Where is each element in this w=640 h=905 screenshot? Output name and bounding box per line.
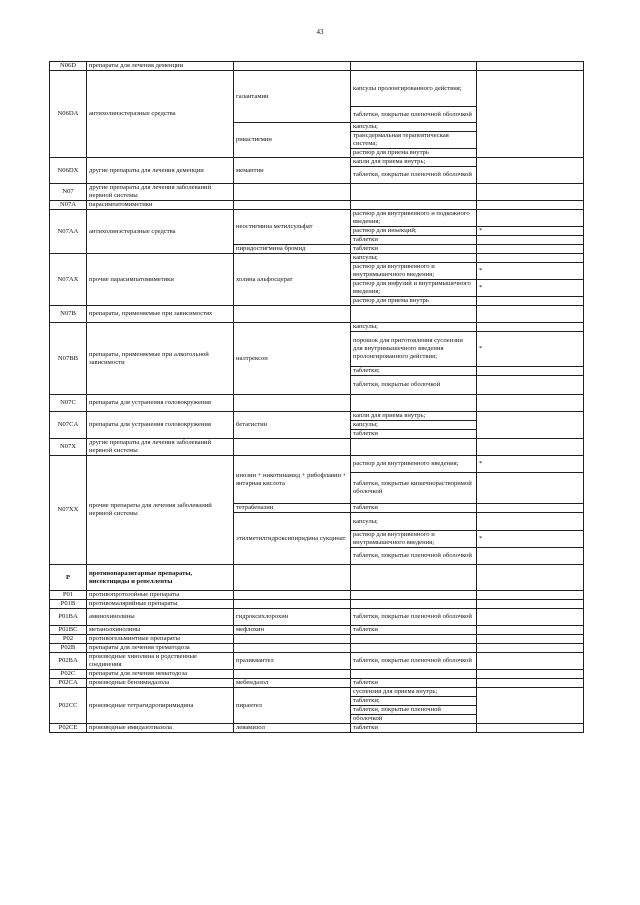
- dosage-form-cell: капсулы пролонгированного действия;: [351, 71, 477, 107]
- note-cell: [477, 548, 584, 565]
- dosage-form-cell: таблетки, покрытые пленочной оболочкой: [351, 167, 477, 184]
- drug-name-cell: [234, 600, 351, 609]
- dosage-form-cell: капсулы;: [351, 254, 477, 263]
- note-cell: [477, 236, 584, 245]
- atc-code-cell: P01: [50, 591, 87, 600]
- note-cell: *: [477, 456, 584, 473]
- drug-name-cell: мебендазол: [234, 679, 351, 688]
- drug-name-cell: [234, 644, 351, 653]
- table-row: [50, 412, 584, 421]
- group-name-cell: препараты для лечения деменции: [87, 62, 234, 71]
- note-cell: [477, 184, 584, 201]
- dosage-form-cell: [351, 395, 477, 412]
- table-row: [50, 679, 584, 688]
- drug-name-cell: холина альфосцерат: [234, 254, 351, 306]
- dosage-form-cell: таблетки, покрытые пленочной оболочкой: [351, 609, 477, 626]
- dosage-form-cell: капсулы;: [351, 123, 477, 132]
- group-name-cell: другие препараты для лечения деменции: [87, 158, 234, 184]
- note-cell: *: [477, 263, 584, 280]
- group-name-cell: прочие парасимпатомиметики: [87, 254, 234, 306]
- dosage-form-cell: таблетки: [351, 504, 477, 513]
- drug-name-cell: мемантин: [234, 158, 351, 184]
- dosage-form-cell: [351, 201, 477, 210]
- drug-name-cell: галантамин: [234, 71, 351, 123]
- atc-code-cell: N07B: [50, 306, 87, 323]
- drug-name-cell: левамизол: [234, 724, 351, 733]
- group-name-cell: препараты для устранения головокружения: [87, 395, 234, 412]
- group-name-cell: препараты, применяемые при алкогольной зависимости: [87, 323, 234, 395]
- dosage-form-cell: капсулы;: [351, 513, 477, 531]
- note-cell: [477, 201, 584, 210]
- atc-code-cell: N07: [50, 184, 87, 201]
- group-name-cell: метанолхинолины: [87, 626, 234, 635]
- drug-name-cell: налтрексон: [234, 323, 351, 395]
- dosage-form-cell: капли для приема внутрь;: [351, 158, 477, 167]
- table-row: [50, 565, 584, 591]
- dosage-form-cell: таблетки;: [351, 367, 477, 376]
- drug-name-cell: бетагистин: [234, 412, 351, 439]
- dosage-form-cell: раствор для внутривенного введения;: [351, 456, 477, 473]
- atc-code-cell: P01BC: [50, 626, 87, 635]
- atc-code-cell: P: [50, 565, 87, 591]
- dosage-form-cell: капли для приема внутрь;: [351, 412, 477, 421]
- atc-code-cell: P02CA: [50, 679, 87, 688]
- drug-name-cell: гидроксихлорохин: [234, 609, 351, 626]
- dosage-form-cell: таблетки: [351, 236, 477, 245]
- dosage-form-cell: таблетки, покрытые пленочной оболочкой: [351, 107, 477, 123]
- drug-name-cell: [234, 591, 351, 600]
- dosage-form-cell: таблетки, покрытые оболочкой: [351, 376, 477, 395]
- atc-code-cell: N07X: [50, 439, 87, 456]
- dosage-form-cell: таблетки;: [351, 697, 477, 706]
- drug-name-cell: [234, 670, 351, 679]
- group-name-cell: препараты, применяемые при зависимостях: [87, 306, 234, 323]
- note-cell: [477, 600, 584, 609]
- note-cell: [477, 297, 584, 306]
- note-cell: *: [477, 531, 584, 548]
- dosage-form-cell: оболочкой: [351, 715, 477, 724]
- dosage-form-cell: таблетки: [351, 245, 477, 254]
- group-name-cell: препараты для лечения трематодоза: [87, 644, 234, 653]
- dosage-form-cell: таблетки: [351, 626, 477, 635]
- table-row: [50, 670, 584, 679]
- dosage-form-cell: [351, 184, 477, 201]
- table-row: [50, 184, 584, 201]
- group-name-cell: производные имидазотиазола: [87, 724, 234, 733]
- dosage-form-cell: капсулы;: [351, 421, 477, 430]
- note-cell: [477, 513, 584, 531]
- drug-name-cell: пиридостигмина бромид: [234, 245, 351, 254]
- atc-code-cell: P02CE: [50, 724, 87, 733]
- atc-code-cell: N07A: [50, 201, 87, 210]
- table-row: [50, 62, 584, 71]
- dosage-form-cell: таблетки, покрытые пленочной: [351, 706, 477, 715]
- note-cell: [477, 565, 584, 591]
- note-cell: [477, 245, 584, 254]
- drug-name-cell: ривастигмин: [234, 123, 351, 158]
- dosage-form-cell: [351, 62, 477, 71]
- dosage-form-cell: [351, 635, 477, 644]
- dosage-form-cell: таблетки, покрытые пленочной оболочкой: [351, 548, 477, 565]
- table-row: [50, 653, 584, 670]
- drug-name-cell: этилметилгидроксипиридина сукцинат: [234, 513, 351, 565]
- drug-name-cell: [234, 184, 351, 201]
- atc-code-cell: P02C: [50, 670, 87, 679]
- note-cell: [477, 473, 584, 504]
- atc-code-cell: P02BA: [50, 653, 87, 670]
- dosage-form-cell: раствор для инъекций;: [351, 227, 477, 236]
- dosage-form-cell: [351, 439, 477, 456]
- dosage-form-cell: таблетки, покрытые пленочной оболочкой: [351, 653, 477, 670]
- table-row: [50, 210, 584, 227]
- note-cell: [477, 254, 584, 263]
- atc-code-cell: P01B: [50, 600, 87, 609]
- note-cell: [477, 323, 584, 332]
- atc-code-cell: P02: [50, 635, 87, 644]
- note-cell: *: [477, 280, 584, 297]
- table-row: [50, 600, 584, 609]
- group-name-cell: противогельминтные препараты: [87, 635, 234, 644]
- atc-code-cell: N06DA: [50, 71, 87, 158]
- table-row: [50, 635, 584, 644]
- group-name-cell: производные тетрагидропиримидина: [87, 688, 234, 724]
- note-cell: [477, 306, 584, 323]
- drug-name-cell: [234, 439, 351, 456]
- table-row: [50, 201, 584, 210]
- dosage-form-cell: порошок для приготовления суспензии для внутримышечного введения пролонгированного действия;: [351, 332, 477, 367]
- note-cell: [477, 670, 584, 679]
- table-row: [50, 724, 584, 733]
- table-row: [50, 591, 584, 600]
- dosage-form-cell: раствор для приема внутрь: [351, 149, 477, 158]
- group-name-cell: противопротозойные препараты: [87, 591, 234, 600]
- note-cell: *: [477, 332, 584, 367]
- group-name-cell: другие препараты для лечения заболеваний нервной системы: [87, 184, 234, 201]
- atc-code-cell: P02CC: [50, 688, 87, 724]
- dosage-form-cell: раствор для внутривенного и внутримышечного введения;: [351, 263, 477, 280]
- note-cell: *: [477, 227, 584, 236]
- table-row: [50, 626, 584, 635]
- note-cell: [477, 626, 584, 635]
- table-row: [50, 439, 584, 456]
- atc-code-cell: N06D: [50, 62, 87, 71]
- dosage-form-cell: таблетки: [351, 430, 477, 439]
- atc-code-cell: N07AA: [50, 210, 87, 254]
- drug-name-cell: [234, 62, 351, 71]
- drug-name-cell: [234, 306, 351, 323]
- note-cell: [477, 653, 584, 670]
- dosage-form-cell: раствор для приема внутрь: [351, 297, 477, 306]
- table-row: [50, 456, 584, 473]
- group-name-cell: производные бензимидазола: [87, 679, 234, 688]
- note-cell: [477, 367, 584, 376]
- dosage-form-cell: [351, 600, 477, 609]
- group-name-cell: другие препараты для лечения заболеваний нервной системы: [87, 439, 234, 456]
- note-cell: [477, 688, 584, 724]
- dosage-form-cell: суспензия для приема внутрь;: [351, 688, 477, 697]
- note-cell: [477, 62, 584, 71]
- dosage-form-cell: [351, 306, 477, 323]
- atc-code-cell: N07AX: [50, 254, 87, 306]
- note-cell: [477, 504, 584, 513]
- table-row: [50, 306, 584, 323]
- medication-table: [49, 61, 584, 733]
- group-name-cell: противопаразитарные препараты, инсектициды и репелленты: [87, 565, 234, 591]
- group-name-cell: антихолинэстеразные средства: [87, 210, 234, 254]
- note-cell: [477, 609, 584, 626]
- table-row: [50, 158, 584, 167]
- note-cell: [477, 158, 584, 184]
- dosage-form-cell: [351, 670, 477, 679]
- atc-code-cell: N07XX: [50, 456, 87, 565]
- dosage-form-cell: [351, 644, 477, 653]
- group-name-cell: производные хинолина и родственные соединения: [87, 653, 234, 670]
- atc-code-cell: N07CA: [50, 412, 87, 439]
- drug-name-cell: инозин + никотинамид + рибофлавин + янтарная кислота: [234, 456, 351, 504]
- group-name-cell: препараты для устранения головокружения: [87, 412, 234, 439]
- note-cell: [477, 412, 584, 439]
- atc-code-cell: P01BA: [50, 609, 87, 626]
- note-cell: [477, 644, 584, 653]
- table-row: [50, 609, 584, 626]
- group-name-cell: антихолинэстеразные средства: [87, 71, 234, 158]
- table-row: [50, 644, 584, 653]
- note-cell: [477, 439, 584, 456]
- atc-code-cell: P02B: [50, 644, 87, 653]
- dosage-form-cell: раствор для инфузий и внутримышечного введения;: [351, 280, 477, 297]
- dosage-form-cell: [351, 591, 477, 600]
- drug-name-cell: [234, 395, 351, 412]
- note-cell: [477, 679, 584, 688]
- dosage-form-cell: таблетки, покрытые кишечнорастворимой оболочкой: [351, 473, 477, 504]
- group-name-cell: противомалярийные препараты: [87, 600, 234, 609]
- note-cell: [477, 71, 584, 158]
- drug-name-cell: [234, 201, 351, 210]
- group-name-cell: прочие препараты для лечения заболеваний нервной системы: [87, 456, 234, 565]
- table-row: [50, 254, 584, 263]
- note-cell: [477, 724, 584, 733]
- table-row: [50, 71, 584, 107]
- dosage-form-cell: таблетки: [351, 724, 477, 733]
- table-row: [50, 688, 584, 697]
- dosage-form-cell: раствор для внутривенного и подкожного введения;: [351, 210, 477, 227]
- note-cell: [477, 376, 584, 395]
- dosage-form-cell: капсулы;: [351, 323, 477, 332]
- note-cell: [477, 210, 584, 227]
- drug-name-cell: неостигмина метилсульфат: [234, 210, 351, 245]
- atc-code-cell: N07BB: [50, 323, 87, 395]
- drug-name-cell: [234, 565, 351, 591]
- drug-name-cell: празиквантел: [234, 653, 351, 670]
- dosage-form-cell: трансдермальная терапевтическая система;: [351, 132, 477, 149]
- group-name-cell: парасимпатомиметики: [87, 201, 234, 210]
- table-row: [50, 395, 584, 412]
- drug-name-cell: мефлохин: [234, 626, 351, 635]
- note-cell: [477, 395, 584, 412]
- dosage-form-cell: таблетки: [351, 679, 477, 688]
- dosage-form-cell: раствор для внутривенного и внутримышечного введения;: [351, 531, 477, 548]
- atc-code-cell: N06DX: [50, 158, 87, 184]
- group-name-cell: препараты для лечения нематодоза: [87, 670, 234, 679]
- drug-name-cell: [234, 635, 351, 644]
- drug-name-cell: тетрабеназин: [234, 504, 351, 513]
- table-row: [50, 323, 584, 332]
- page-number: 43: [316, 28, 324, 36]
- note-cell: [477, 591, 584, 600]
- dosage-form-cell: [351, 565, 477, 591]
- drug-name-cell: пирантел: [234, 688, 351, 724]
- atc-code-cell: N07C: [50, 395, 87, 412]
- note-cell: [477, 635, 584, 644]
- group-name-cell: аминохинолины: [87, 609, 234, 626]
